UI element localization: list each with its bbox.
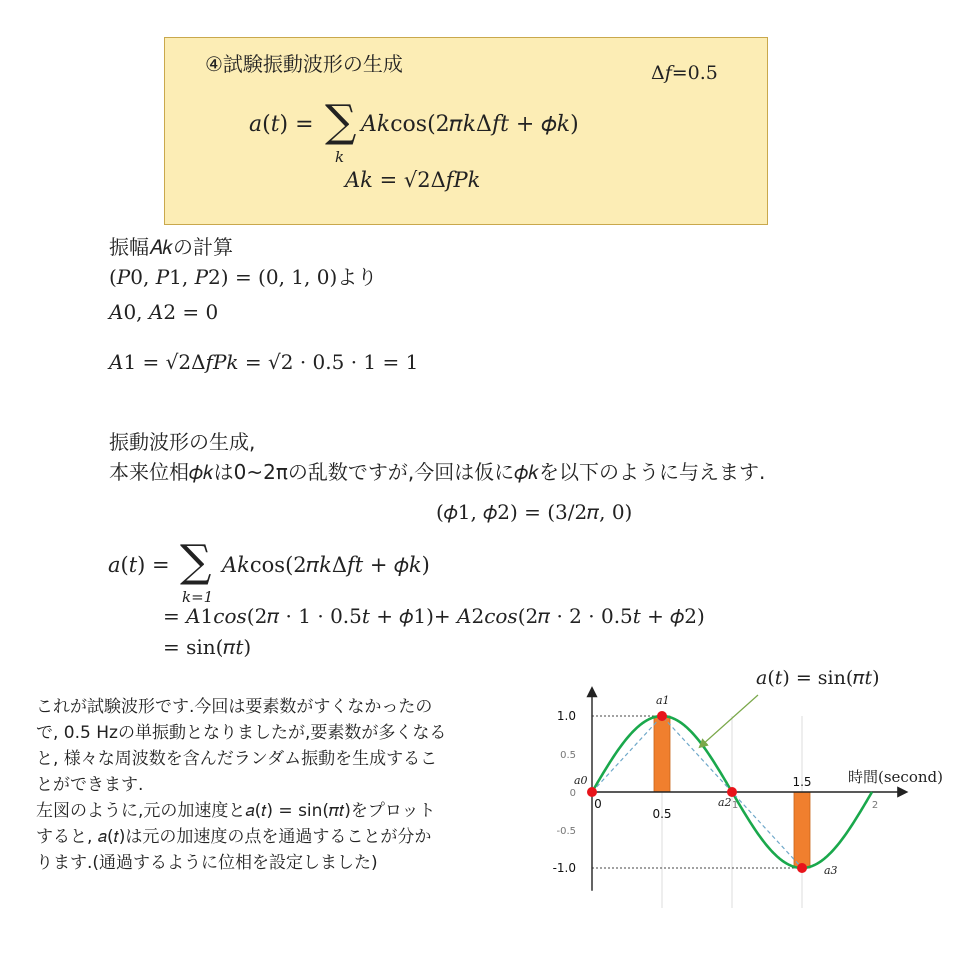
generation-heading: 振動波形の生成, bbox=[109, 430, 256, 454]
amplitude-eq-one: 𝐴1 = √2Δ𝑓𝑃𝑘 = √2 · 0.5 · 1 = 1 bbox=[109, 350, 419, 374]
sigma-index: 𝑘 bbox=[335, 148, 345, 166]
explanation-line-3: と, 様々な周波数を含んだランダム振動を生成するこ bbox=[36, 749, 438, 769]
sum-eq-lhs: 𝑎(𝑡) = bbox=[108, 553, 170, 577]
x-tick-small-0: 1 bbox=[731, 800, 739, 811]
expanded-eq: = 𝐴1𝑐𝑜𝑠(2𝜋 · 1 · 0.5𝑡 + 𝜙1)+ 𝐴2𝑐𝑜𝑠(2𝜋 · 2 · 0.5𝑡 + 𝜙2) bbox=[163, 604, 705, 628]
explanation-line-1: これが試験波形です.今回は要素数がすくなかったの bbox=[36, 697, 433, 717]
sigma-index-2: 𝑘=1 bbox=[182, 588, 214, 606]
sigma-symbol: ∑ bbox=[325, 96, 357, 147]
amplitude-eq-zero: 𝐴0, 𝐴2 = 0 bbox=[109, 300, 219, 324]
curve-label: 𝑎(𝑡) = sin(𝜋𝑡) bbox=[756, 667, 880, 689]
amplitude-heading: 振幅𝐴𝑘の計算 bbox=[109, 235, 233, 259]
data-point-3 bbox=[797, 863, 807, 873]
y-tick-1: 0.5 bbox=[560, 750, 576, 761]
formula-a-lhs: 𝑎(𝑡) = bbox=[249, 112, 314, 137]
bar-1 bbox=[794, 792, 810, 868]
point-label-0: 𝑎0 bbox=[574, 774, 588, 787]
x-tick-top-0: 1.5 bbox=[792, 775, 812, 789]
x-tick-bottom-0: 0 bbox=[594, 797, 602, 811]
power-given: (𝑃0, 𝑃1, 𝑃2) = (0, 1, 0)より bbox=[109, 265, 378, 289]
sigma-symbol-2: ∑ bbox=[180, 536, 212, 587]
point-label-2: 𝑎2 bbox=[718, 796, 732, 809]
formula-amplitude: 𝐴𝑘 = √2Δ𝑓𝑃𝑘 bbox=[345, 168, 481, 192]
explanation-line-7: ります.(通過するように位相を設定しました) bbox=[36, 853, 378, 873]
y-tick-4: -1.0 bbox=[552, 861, 576, 875]
result-eq: = sin(𝜋𝑡) bbox=[163, 635, 252, 659]
explanation-line-6: すると, 𝑎(𝑡)は元の加速度の点を通過することが分か bbox=[36, 827, 432, 847]
sum-eq-rhs: 𝐴𝑘cos(2𝜋𝑘Δ𝑓𝑡 + 𝜙𝑘) bbox=[222, 553, 430, 577]
y-tick-3: -0.5 bbox=[556, 826, 576, 837]
bar-0 bbox=[654, 716, 670, 792]
phase-equation: (𝜙1, 𝜙2) = (3/2𝜋, 0) bbox=[436, 500, 633, 524]
x-tick-small-1: 2 bbox=[871, 800, 879, 811]
annotation-arrow bbox=[702, 695, 758, 745]
y-tick-0: 1.0 bbox=[556, 709, 576, 723]
explanation-line-4: とができます. bbox=[36, 775, 144, 795]
data-point-0 bbox=[587, 787, 597, 797]
formula-box bbox=[164, 37, 768, 225]
x-tick-bottom-1: 0.5 bbox=[652, 807, 672, 821]
data-point-1 bbox=[657, 711, 667, 721]
sine-chart bbox=[540, 660, 960, 920]
section-title: ④試験振動波形の生成 bbox=[205, 52, 403, 76]
explanation-line-5: 左図のように,元の加速度と𝑎(𝑡) = sin(𝜋𝑡)をプロット bbox=[36, 801, 436, 821]
x-axis-label: 時間(second) bbox=[848, 768, 943, 786]
explanation-line-2: で, 0.5 Hzの単振動となりましたが,要素数が多くなる bbox=[36, 723, 447, 743]
delta-f-label: Δ𝑓=0.5 bbox=[651, 62, 718, 84]
point-label-1: 𝑎1 bbox=[656, 694, 670, 707]
y-tick-2: 0 bbox=[569, 788, 576, 799]
point-label-3: 𝑎3 bbox=[824, 864, 838, 877]
phase-explanation: 本来位相𝜙𝑘は0~2πの乱数ですが,今回は仮に𝜙𝑘を以下のように与えます. bbox=[109, 460, 766, 484]
formula-a-rhs: 𝐴𝑘cos(2𝜋𝑘Δ𝑓𝑡 + 𝜙𝑘) bbox=[361, 112, 579, 137]
